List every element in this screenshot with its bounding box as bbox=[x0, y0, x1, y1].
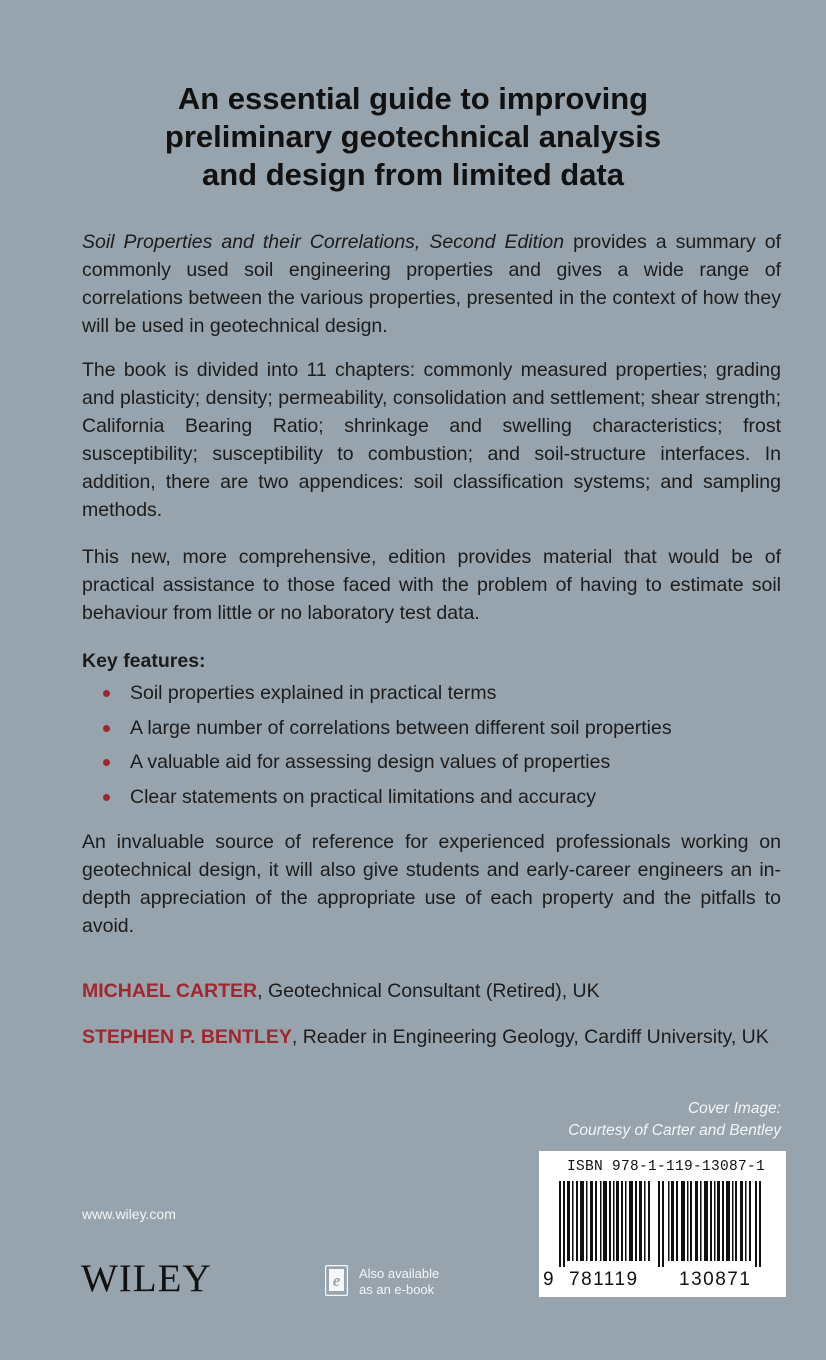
barcode-digits-left: 781119 bbox=[569, 1269, 639, 1290]
svg-text:e: e bbox=[332, 1271, 341, 1290]
headline-line-3: and design from limited data bbox=[202, 157, 624, 192]
feature-item bbox=[82, 713, 782, 748]
back-cover-headline bbox=[60, 80, 766, 194]
author-name: MICHAEL CARTER bbox=[82, 980, 258, 1002]
barcode-digits-right: 130871 bbox=[679, 1269, 752, 1290]
ebook-line-1: Also available bbox=[359, 1266, 440, 1281]
bullet-icon bbox=[103, 794, 110, 801]
author-name: STEPHEN P. BENTLEY bbox=[82, 1026, 292, 1048]
key-features-list bbox=[82, 678, 782, 816]
feature-item bbox=[82, 678, 782, 713]
edition-paragraph: This new, more comprehensive, edition provides material that would be of practical assistance to those faced with the problem of having to estimate soil behaviour from little or no laboratory test data. bbox=[82, 546, 781, 624]
author-stephen-bentley bbox=[82, 1023, 782, 1052]
publisher-website[interactable]: www.wiley.com bbox=[82, 1206, 176, 1222]
book-title-italic: Soil Properties and their Correlations, Second Edition bbox=[82, 231, 565, 253]
feature-text: Soil properties explained in practical terms bbox=[130, 682, 497, 704]
intro-paragraph bbox=[82, 228, 781, 340]
feature-text: A large number of correlations between different soil properties bbox=[130, 716, 672, 739]
cover-credit-source: Courtesy of Carter and Bentley bbox=[568, 1122, 781, 1139]
author-affiliation: , Reader in Engineering Geology, Cardiff University, UK bbox=[291, 1026, 769, 1048]
ebook-availability bbox=[359, 1266, 479, 1298]
isbn-barcode bbox=[539, 1151, 786, 1297]
cover-credit-label: Cover Image: bbox=[687, 1100, 781, 1117]
feature-text: A valuable aid for assessing design values of properties bbox=[130, 751, 611, 773]
ebook-icon bbox=[325, 1265, 348, 1296]
headline-line-2: preliminary geotechnical analysis bbox=[164, 119, 662, 154]
wiley-logo: WILEY bbox=[81, 1257, 212, 1300]
author-affiliation: , Geotechnical Consultant (Retired), UK bbox=[257, 980, 600, 1002]
intro-text: provides a summary of commonly used soil engineering properties and gives a wide range of correlations between the various properties, presented in the context of how they will be used in geotechnical design. bbox=[82, 231, 782, 337]
cover-image-credit bbox=[568, 1098, 781, 1142]
key-features-heading: Key features: bbox=[82, 650, 206, 672]
author-michael-carter bbox=[82, 977, 782, 1006]
closing-paragraph: An invaluable source of reference for experienced professionals working on geotechnical design, it will also give students and early-career engineers an in-depth appreciation of the appropriate use of each property and the pitfalls to avoid. bbox=[82, 831, 781, 937]
bullet-icon bbox=[103, 690, 110, 697]
ebook-line-2: as an e-book bbox=[359, 1282, 435, 1297]
barcode-digit-lead: 9 bbox=[543, 1269, 556, 1290]
headline-line-1: An essential guide to improving bbox=[177, 81, 649, 116]
feature-item bbox=[82, 747, 782, 782]
feature-text: Clear statements on practical limitations and accuracy bbox=[130, 785, 597, 808]
chapters-paragraph: The book is divided into 11 chapters: commonly measured properties; grading and plasticity; density; permeability, consolidation and settlement; shear strength; California Bearing Ratio; shrinkage and swelling characteristics; frost susceptibility; susceptibility to combustion; and soil-structure interfaces. In addition, there are two appendices: soil classification systems; and sampling methods. bbox=[82, 359, 781, 521]
bullet-icon bbox=[103, 725, 110, 732]
feature-item bbox=[82, 782, 782, 817]
barcode-bars bbox=[555, 1181, 770, 1267]
isbn-number: ISBN 978-1-119-13087-1 bbox=[567, 1159, 766, 1175]
bullet-icon bbox=[103, 759, 110, 766]
